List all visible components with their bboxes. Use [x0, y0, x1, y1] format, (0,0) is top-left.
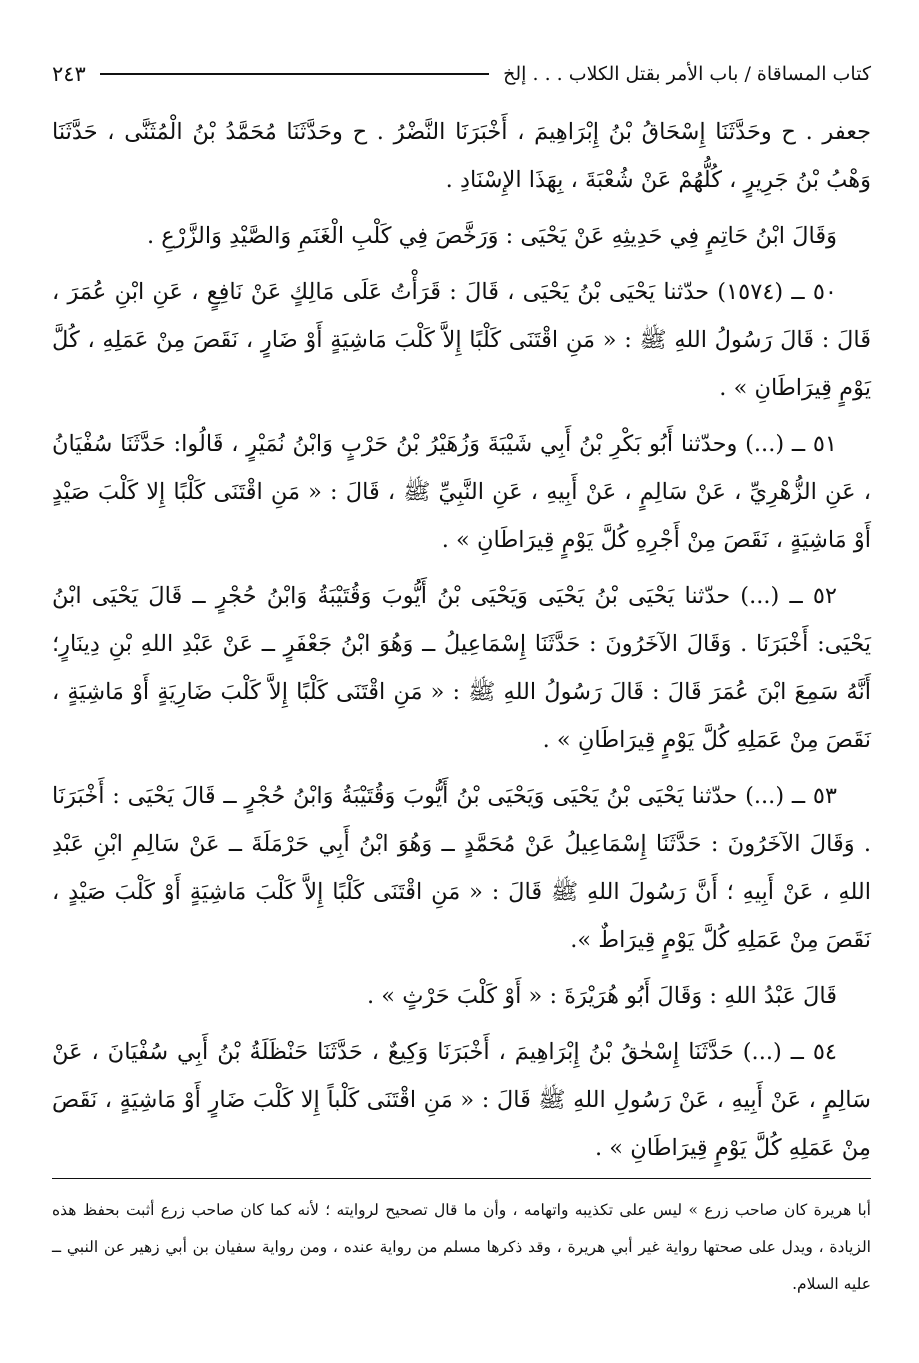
hadith-54: ٥٤ ــ (...) حَدَّثَنَا إِسْحٰقُ بْنُ إِبْرَاهِيمَ ، أَخْبَرَنَا وَكِيعٌ ، حَدَّثَنَا حَنْظَلَةُ بْنُ أَبِي سُفْيَانَ ، عَنْ سَالِمٍ ، عَنْ أَبِيهِ ، عَنْ رَسُولِ اللهِ ﷺ قَالَ : « مَنِ اقْتَنَى كَلْباً إِلا كَلْبَ ضَارٍ أَوْ مَاشِيَةٍ ، نَقَصَ مِنْ عَمَلِهِ كُلَّ يَوْمٍ قِيرَاطَانِ » .	[52, 1039, 871, 1161]
footnotes	[52, 1192, 871, 1303]
header-rule	[100, 73, 489, 75]
hadith-51: ٥١ ــ (...) وحدّثنا أَبُو بَكْرِ بْنُ أَبِي شَيْبَةَ وَزُهَيْرُ بْنُ حَرْبٍ وَابْنُ نُمَيْرٍ ، قَالُوا: حَدَّثَنَا سُفْيَانُ ، عَنِ الزُّهْرِيِّ ، عَنْ سَالِمٍ ، عَنْ أَبِيهِ ، عَنِ النَّبِيِّ ﷺ ، قَالَ : « مَنِ اقْتَنَى كَلْبًا إِلا كَلْبَ صَيْدٍ أَوْ مَاشِيَةٍ ، نَقَصَ مِنْ أَجْرِهِ كُلَّ يَوْمٍ قِيرَاطَانِ » .	[52, 431, 871, 553]
book-chapter-title: كتاب المساقاة / باب الأمر بقتل الكلاب . . . إلخ	[503, 63, 871, 85]
footnote-divider	[52, 1178, 871, 1179]
footnote-text: أبا هريرة كان صاحب زرع » ليس على تكذيبه واتهامه ، وأن ما قال تصحيح لروايته ؛ لأنه كما كان صاحب زرع أثبت بحفظ هذه الزيادة ، ويدل على صحتها رواية غير أبي هريرة ، وقد ذكرها مسلم من رواية عنده ، ومن رواية سفيان بن أبي زهير عن النبي ــ عليه السلام.	[52, 1201, 871, 1293]
running-header	[52, 54, 871, 94]
paragraph: قَالَ عَبْدُ اللهِ : وَقَالَ أَبُو هُرَيْرَةَ : « أَوْ كَلْبَ حَرْثٍ » .	[366, 983, 837, 1009]
paragraph: وَقَالَ ابْنُ حَاتِمٍ فِي حَدِيثِهِ عَنْ يَحْيَى : وَرَخَّصَ فِي كَلْبِ الْغَنَمِ وَالصَّيْدِ وَالزَّرْعِ .	[146, 223, 837, 249]
main-text	[52, 108, 871, 1172]
hadith-53: ٥٣ ــ (...) حدّثنا يَحْيَى بْنُ يَحْيَى وَيَحْيَى بْنُ أَيُّوبَ وَقُتَيْبَةُ وَابْنُ حُجْرٍ ــ قَالَ يَحْيَى : أَخْبَرَنَا . وَقَالَ الآخَرُونَ : حَدَّثَنَا إِسْمَاعِيلُ عَنْ مُحَمَّدٍ ــ وَهُوَ ابْنُ أَبِي حَرْمَلَةَ ــ عَنْ سَالِمِ ابْنِ عَبْدِ اللهِ ، عَنْ أَبِيهِ ؛ أَنَّ رَسُولَ اللهِ ﷺ قَالَ : « مَنِ اقْتَنَى كَلْبًا إِلاَّ كَلْبَ مَاشِيَةٍ أَوْ كَلْبَ صَيْدٍ ، نَقَصَ مِنْ عَمَلِهِ كُلَّ يَوْمٍ قِيرَاطٌ ».	[52, 783, 871, 953]
paragraph: جعفر . ح وحَدَّثَنَا إِسْحَاقُ بْنُ إِبْرَاهِيمَ ، أَخْبَرَنَا النَّضْرُ . ح وحَدَّثَنَا مُحَمَّدُ بْنُ الْمُثَنَّى ، حَدَّثَنَا وَهْبُ بْنُ جَرِيرٍ ، كُلُّهُمْ عَنْ شُعْبَةَ ، بِهَذَا الإِسْنَادِ .	[52, 119, 871, 193]
hadith-52: ٥٢ ــ (...) حدّثنا يَحْيَى بْنُ يَحْيَى وَيَحْيَى بْنُ أَيُّوبَ وَقُتَيْبَةُ وَابْنُ حُجْرٍ ــ قَالَ يَحْيَى ابْنُ يَحْيَى: أَخْبَرَنَا . وَقَالَ الآخَرُونَ : حَدَّثَنَا إِسْمَاعِيلُ ــ وَهُوَ ابْنُ جَعْفَرٍ ــ عَنْ عَبْدِ اللهِ بْنِ دِينَارٍ؛ أَنَّهُ سَمِعَ ابْنَ عُمَرَ قَالَ : قَالَ رَسُولُ اللهِ ﷺ : « مَنِ اقْتَنَى كَلْبًا إِلاَّ كَلْبَ ضَارِيَةٍ أَوْ مَاشِيَةٍ ، نَقَصَ مِنْ عَمَلِهِ كُلَّ يَوْمٍ قِيرَاطَانِ » .	[52, 583, 871, 753]
page-number: ٢٤٣	[52, 62, 86, 86]
hadith-50: ٥٠ ــ (١٥٧٤) حدّثنا يَحْيَى بْنُ يَحْيَى ، قَالَ : قَرَأْتُ عَلَى مَالِكٍ عَنْ نَافِعٍ ، عَنِ ابْنِ عُمَرَ ، قَالَ : قَالَ رَسُولُ اللهِ ﷺ : « مَنِ اقْتَنَى كَلْبًا إِلاَّ كَلْبَ مَاشِيَةٍ أَوْ ضَارٍ ، نَقَصَ مِنْ عَمَلِهِ ، كُلَّ يَوْمٍ قِيرَاطَانِ » .	[52, 279, 871, 401]
